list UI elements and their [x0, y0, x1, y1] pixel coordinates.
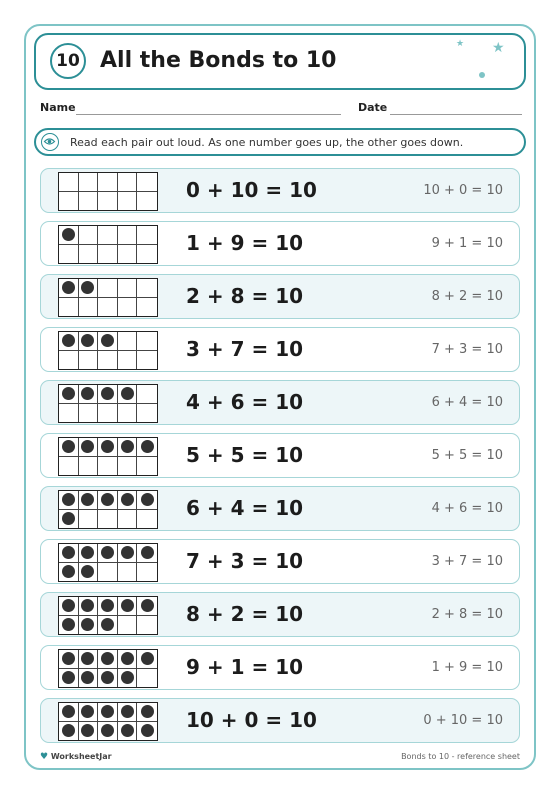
- ten-frame-cell: [59, 616, 79, 635]
- footer-brand: [40, 752, 112, 762]
- reverse-equation: 2 + 8 = 10: [431, 607, 503, 622]
- counter-dot: [81, 440, 94, 453]
- counter-dot: [62, 565, 75, 578]
- ten-frame-cell: [137, 722, 157, 741]
- counter-dot: [101, 724, 114, 737]
- counter-dot: [81, 493, 94, 506]
- ten-frame: [58, 596, 158, 635]
- ten-frame-cell: [59, 404, 79, 423]
- ten-frame-cell: [137, 279, 157, 298]
- counter-dot: [62, 705, 75, 718]
- counter-dot: [101, 493, 114, 506]
- ten-frame-cell: [137, 438, 157, 457]
- bond-equation: 2 + 8 = 10: [186, 284, 304, 308]
- ten-frame-cell: [98, 544, 118, 563]
- ten-frame-cell: [118, 491, 138, 510]
- brand-name: WorksheetJar: [50, 752, 112, 761]
- bond-equation: 0 + 10 = 10: [186, 178, 317, 202]
- page-title: All the Bonds to 10: [100, 48, 337, 73]
- counter-dot: [101, 334, 114, 347]
- ten-frame: [58, 384, 158, 423]
- date-label: Date: [358, 101, 388, 114]
- bond-equation: 5 + 5 = 10: [186, 443, 304, 467]
- ten-frame-cell: [118, 563, 138, 582]
- ten-frame-cell: [98, 192, 118, 211]
- ten-frame-cell: [118, 597, 138, 616]
- bond-row: [40, 221, 520, 266]
- ten-frame-cell: [98, 298, 118, 317]
- ten-frame-cell: [59, 438, 79, 457]
- counter-dot: [62, 334, 75, 347]
- counter-dot: [81, 652, 94, 665]
- ten-frame-cell: [98, 650, 118, 669]
- counter-dot: [101, 705, 114, 718]
- ten-frame-cell: [118, 650, 138, 669]
- ten-frame-cell: [59, 351, 79, 370]
- bond-row: [40, 168, 520, 213]
- bond-equation: 8 + 2 = 10: [186, 602, 304, 626]
- counter-dot: [101, 440, 114, 453]
- counter-dot: [81, 618, 94, 631]
- ten-frame-cell: [59, 510, 79, 529]
- reverse-equation: 4 + 6 = 10: [431, 501, 503, 516]
- ten-frame-cell: [118, 669, 138, 688]
- ten-frame-cell: [118, 279, 138, 298]
- reverse-equation: 7 + 3 = 10: [431, 342, 503, 357]
- counter-dot: [81, 334, 94, 347]
- reverse-equation: 8 + 2 = 10: [431, 289, 503, 304]
- ten-frame-cell: [118, 226, 138, 245]
- ten-frame-cell: [79, 279, 99, 298]
- date-field[interactable]: [390, 114, 522, 115]
- ten-frame-cell: [79, 510, 99, 529]
- bond-row: [40, 380, 520, 425]
- ten-frame-cell: [59, 597, 79, 616]
- ten-frame-cell: [59, 703, 79, 722]
- ten-frame-cell: [118, 703, 138, 722]
- ten-frame-cell: [98, 332, 118, 351]
- decor-dot: [479, 72, 485, 78]
- ten-frame-cell: [137, 226, 157, 245]
- ten-frame-cell: [118, 192, 138, 211]
- footer-caption: Bonds to 10 - reference sheet: [401, 752, 520, 761]
- counter-dot: [81, 599, 94, 612]
- bond-row: [40, 274, 520, 319]
- ten-frame-cell: [137, 404, 157, 423]
- ten-frame-cell: [59, 722, 79, 741]
- ten-frame-cell: [137, 563, 157, 582]
- counter-dot: [101, 652, 114, 665]
- ten-frame-cell: [137, 457, 157, 476]
- ten-frame-cell: [59, 245, 79, 264]
- ten-frame-cell: [59, 650, 79, 669]
- counter-dot: [121, 671, 134, 684]
- ten-frame-cell: [98, 722, 118, 741]
- bond-row: [40, 539, 520, 584]
- bond-row: [40, 645, 520, 690]
- ten-frame-cell: [98, 226, 118, 245]
- reverse-equation: 10 + 0 = 10: [423, 183, 503, 198]
- bond-row: [40, 698, 520, 743]
- ten-frame-cell: [79, 332, 99, 351]
- ten-frame: [58, 702, 158, 741]
- ten-frame-cell: [59, 173, 79, 192]
- ten-frame-cell: [59, 332, 79, 351]
- ten-frame-cell: [79, 226, 99, 245]
- counter-dot: [62, 599, 75, 612]
- bond-row: [40, 433, 520, 478]
- counter-dot: [62, 228, 75, 241]
- ten-frame-cell: [79, 703, 99, 722]
- counter-dot: [121, 387, 134, 400]
- ten-frame-cell: [79, 173, 99, 192]
- ten-frame-cell: [59, 192, 79, 211]
- counter-dot: [62, 724, 75, 737]
- ten-frame-cell: [137, 245, 157, 264]
- heart-icon: ♥: [40, 752, 49, 762]
- ten-frame-cell: [79, 385, 99, 404]
- reverse-equation: 0 + 10 = 10: [423, 713, 503, 728]
- ten-frame-cell: [59, 226, 79, 245]
- ten-frame: [58, 490, 158, 529]
- title-banner: [34, 33, 526, 90]
- ten-frame-cell: [79, 351, 99, 370]
- counter-dot: [101, 599, 114, 612]
- ten-frame-cell: [59, 491, 79, 510]
- ten-frame-cell: [79, 404, 99, 423]
- ten-frame-cell: [98, 351, 118, 370]
- counter-dot: [81, 281, 94, 294]
- counter-dot: [62, 618, 75, 631]
- ten-frame-cell: [137, 597, 157, 616]
- ten-frame-cell: [98, 669, 118, 688]
- ten-frame-cell: [79, 192, 99, 211]
- ten-frame-cell: [137, 616, 157, 635]
- counter-dot: [141, 652, 154, 665]
- counter-dot: [121, 546, 134, 559]
- bond-equation: 7 + 3 = 10: [186, 549, 304, 573]
- ten-frame-cell: [118, 544, 138, 563]
- ten-frame-cell: [59, 457, 79, 476]
- star-icon: ★: [492, 40, 505, 56]
- counter-dot: [62, 387, 75, 400]
- ten-frame-cell: [137, 173, 157, 192]
- reverse-equation: 3 + 7 = 10: [431, 554, 503, 569]
- ten-frame-cell: [79, 563, 99, 582]
- reverse-equation: 5 + 5 = 10: [431, 448, 503, 463]
- ten-frame-cell: [137, 544, 157, 563]
- counter-dot: [81, 705, 94, 718]
- bond-equation: 9 + 1 = 10: [186, 655, 304, 679]
- ten-frame-cell: [118, 722, 138, 741]
- counter-dot: [121, 599, 134, 612]
- counter-dot: [101, 387, 114, 400]
- ten-frame-cell: [98, 438, 118, 457]
- ten-frame: [58, 543, 158, 582]
- ten-frame-cell: [59, 385, 79, 404]
- bond-equation: 3 + 7 = 10: [186, 337, 304, 361]
- ten-frame-cell: [59, 544, 79, 563]
- counter-dot: [81, 387, 94, 400]
- ten-frame-cell: [118, 245, 138, 264]
- ten-frame-cell: [98, 616, 118, 635]
- reverse-equation: 6 + 4 = 10: [431, 395, 503, 410]
- ten-frame-cell: [137, 650, 157, 669]
- ten-frame-cell: [137, 703, 157, 722]
- counter-dot: [62, 546, 75, 559]
- counter-dot: [81, 724, 94, 737]
- counter-dot: [62, 671, 75, 684]
- ten-frame-cell: [98, 510, 118, 529]
- ten-frame-cell: [79, 650, 99, 669]
- ten-frame-cell: [98, 245, 118, 264]
- ten-frame: [58, 172, 158, 211]
- ten-frame-cell: [79, 491, 99, 510]
- ten-frame-cell: [79, 245, 99, 264]
- ten-frame-cell: [79, 544, 99, 563]
- ten-frame-cell: [137, 510, 157, 529]
- counter-dot: [121, 705, 134, 718]
- counter-dot: [62, 440, 75, 453]
- reverse-equation: 9 + 1 = 10: [431, 236, 503, 251]
- ten-frame-cell: [98, 385, 118, 404]
- ten-frame-cell: [118, 173, 138, 192]
- counter-dot: [141, 493, 154, 506]
- ten-frame-cell: [118, 385, 138, 404]
- ten-frame-cell: [98, 173, 118, 192]
- ten-frame-cell: [118, 404, 138, 423]
- ten-frame-cell: [98, 563, 118, 582]
- ten-frame-cell: [79, 457, 99, 476]
- ten-frame-cell: [118, 298, 138, 317]
- star-icon: ★: [456, 39, 465, 49]
- ten-frame-cell: [98, 404, 118, 423]
- ten-frame-cell: [137, 385, 157, 404]
- eye-icon: [41, 133, 59, 151]
- bond-equation: 1 + 9 = 10: [186, 231, 304, 255]
- ten-frame-cell: [79, 298, 99, 317]
- counter-dot: [141, 705, 154, 718]
- ten-frame-cell: [137, 491, 157, 510]
- ten-frame-cell: [98, 491, 118, 510]
- bond-row: [40, 327, 520, 372]
- ten-frame: [58, 437, 158, 476]
- counter-dot: [121, 652, 134, 665]
- counter-dot: [62, 652, 75, 665]
- counter-dot: [121, 440, 134, 453]
- counter-dot: [62, 512, 75, 525]
- number-badge: 10: [50, 43, 86, 79]
- ten-frame-cell: [118, 332, 138, 351]
- ten-frame-cell: [98, 597, 118, 616]
- bond-row: [40, 592, 520, 637]
- ten-frame: [58, 649, 158, 688]
- ten-frame-cell: [137, 192, 157, 211]
- ten-frame-cell: [59, 279, 79, 298]
- counter-dot: [141, 599, 154, 612]
- instruction-text: Read each pair out loud. As one number goes up, the other goes down.: [70, 136, 464, 149]
- ten-frame-cell: [79, 722, 99, 741]
- ten-frame-cell: [137, 351, 157, 370]
- ten-frame-cell: [79, 616, 99, 635]
- ten-frame-cell: [137, 298, 157, 317]
- ten-frame-cell: [59, 669, 79, 688]
- ten-frame-cell: [137, 332, 157, 351]
- counter-dot: [121, 493, 134, 506]
- counter-dot: [101, 618, 114, 631]
- counter-dot: [62, 493, 75, 506]
- ten-frame-cell: [98, 279, 118, 298]
- counter-dot: [141, 724, 154, 737]
- name-label: Name: [40, 101, 76, 114]
- ten-frame: [58, 278, 158, 317]
- counter-dot: [81, 546, 94, 559]
- counter-dot: [101, 671, 114, 684]
- instruction-box: [34, 128, 526, 156]
- counter-dot: [81, 565, 94, 578]
- bond-equation: 6 + 4 = 10: [186, 496, 304, 520]
- ten-frame-cell: [118, 510, 138, 529]
- ten-frame-cell: [137, 669, 157, 688]
- bond-equation: 4 + 6 = 10: [186, 390, 304, 414]
- name-field[interactable]: [76, 114, 341, 115]
- ten-frame-cell: [79, 669, 99, 688]
- ten-frame-cell: [79, 597, 99, 616]
- ten-frame: [58, 331, 158, 370]
- counter-dot: [121, 724, 134, 737]
- ten-frame-cell: [98, 457, 118, 476]
- ten-frame-cell: [59, 563, 79, 582]
- counter-dot: [141, 440, 154, 453]
- counter-dot: [62, 281, 75, 294]
- ten-frame-cell: [98, 703, 118, 722]
- bond-equation: 10 + 0 = 10: [186, 708, 317, 732]
- ten-frame-cell: [118, 438, 138, 457]
- ten-frame-cell: [79, 438, 99, 457]
- counter-dot: [141, 546, 154, 559]
- ten-frame-cell: [118, 351, 138, 370]
- ten-frame-cell: [118, 616, 138, 635]
- counter-dot: [101, 546, 114, 559]
- reverse-equation: 1 + 9 = 10: [431, 660, 503, 675]
- ten-frame: [58, 225, 158, 264]
- bond-row: [40, 486, 520, 531]
- counter-dot: [81, 671, 94, 684]
- ten-frame-cell: [59, 298, 79, 317]
- ten-frame-cell: [118, 457, 138, 476]
